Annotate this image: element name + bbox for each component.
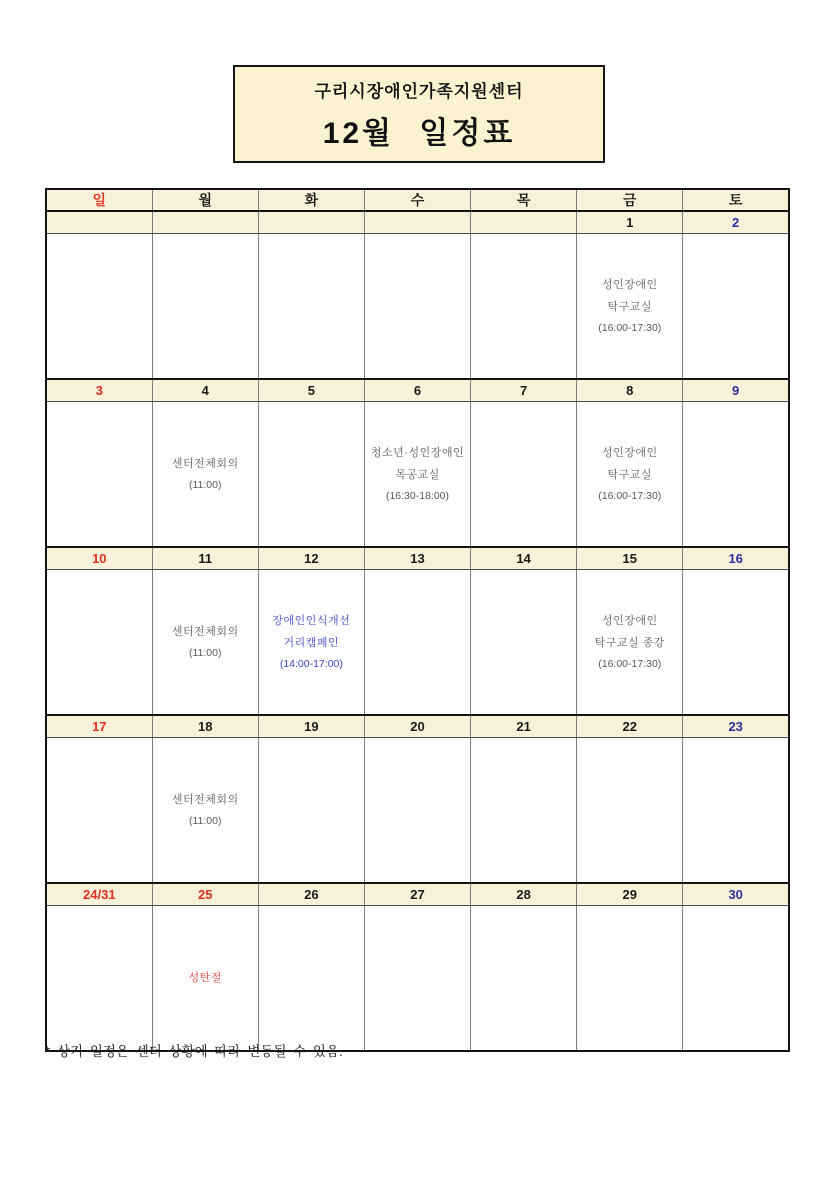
date-cell-empty — [152, 211, 258, 234]
day-cell — [152, 738, 258, 884]
date-cell-20: 20 — [364, 715, 470, 738]
event-text — [577, 442, 682, 507]
event-text — [365, 442, 470, 507]
event-time: (16:00-17:30) — [598, 489, 662, 502]
event-row-week-1 — [46, 234, 789, 380]
weekday-header: 금 — [577, 189, 683, 211]
event-row-week-4 — [46, 738, 789, 884]
event-title-line: 탁구교실 — [607, 468, 653, 481]
date-cell-30: 30 — [683, 883, 789, 906]
day-cell — [471, 234, 577, 380]
date-cell-26: 26 — [258, 883, 364, 906]
event-time: (14:00-17:00) — [279, 657, 343, 670]
event-row-week-3 — [46, 570, 789, 716]
day-cell — [577, 570, 683, 716]
event-title-line: 성탄절 — [188, 972, 222, 984]
event-title-line: 거리캠페인 — [283, 636, 340, 649]
event-title-line: 성인장애인 — [601, 614, 658, 627]
day-cell — [258, 570, 364, 716]
page-title: 12월 일정표 — [322, 116, 516, 150]
date-cell-17: 17 — [46, 715, 152, 738]
day-cell — [577, 738, 683, 884]
date-cell-9: 9 — [683, 379, 789, 402]
event-text — [153, 621, 258, 664]
event-text — [153, 453, 258, 496]
date-cell-11: 11 — [152, 547, 258, 570]
day-cell — [258, 738, 364, 884]
weekday-header: 토 — [683, 189, 789, 211]
weekday-header: 월 — [152, 189, 258, 211]
footnote: * 상기 일정은 센터 상황에 따라 변동될 수 있음. — [45, 1044, 343, 1059]
date-cell-28: 28 — [471, 883, 577, 906]
date-cell-16: 16 — [683, 547, 789, 570]
date-cell-19: 19 — [258, 715, 364, 738]
date-cell-4: 4 — [152, 379, 258, 402]
event-text — [577, 274, 682, 339]
event-title-line: 센터전체회의 — [171, 793, 239, 806]
day-cell — [683, 570, 789, 716]
date-cell-15: 15 — [577, 547, 683, 570]
day-cell — [258, 906, 364, 1052]
date-cell-18: 18 — [152, 715, 258, 738]
event-time: (16:30-18:00) — [385, 489, 450, 502]
date-cell-25: 25 — [152, 883, 258, 906]
date-cell-3: 3 — [46, 379, 152, 402]
event-time: (11:00) — [188, 814, 222, 827]
event-title-line: 장애인인식개선 — [272, 614, 351, 627]
weekday-header: 목 — [471, 189, 577, 211]
date-cell-27: 27 — [364, 883, 470, 906]
event-title-line: 탁구교실 — [607, 300, 653, 313]
event-title-line: 청소년·성인장애인 — [370, 446, 465, 459]
day-cell — [152, 234, 258, 380]
day-cell — [364, 402, 470, 548]
date-cell-13: 13 — [364, 547, 470, 570]
calendar-table — [45, 188, 790, 1052]
date-cell-8: 8 — [577, 379, 683, 402]
event-text — [153, 967, 258, 989]
date-cell-empty — [471, 211, 577, 234]
day-cell — [471, 738, 577, 884]
event-text — [577, 610, 682, 675]
date-row-week-3 — [46, 547, 789, 570]
day-cell — [683, 738, 789, 884]
date-cell-22: 22 — [577, 715, 683, 738]
date-cell-empty — [258, 211, 364, 234]
day-cell — [683, 234, 789, 380]
event-title-line: 성인장애인 — [601, 278, 658, 291]
weekday-header: 일 — [46, 189, 152, 211]
day-cell — [577, 906, 683, 1052]
date-cell-12: 12 — [258, 547, 364, 570]
day-cell — [364, 738, 470, 884]
event-text — [259, 610, 364, 675]
date-row-week-5 — [46, 883, 789, 906]
day-cell — [46, 570, 152, 716]
weekday-header: 수 — [364, 189, 470, 211]
day-cell — [471, 402, 577, 548]
day-cell — [577, 234, 683, 380]
event-time: (16:00-17:30) — [598, 657, 662, 670]
day-cell — [364, 570, 470, 716]
date-row-week-1 — [46, 211, 789, 234]
day-cell — [577, 402, 683, 548]
date-cell-24-31: 24/31 — [46, 883, 152, 906]
day-cell — [152, 906, 258, 1052]
event-time: (16:00-17:30) — [598, 321, 662, 334]
day-cell — [258, 402, 364, 548]
day-cell — [683, 402, 789, 548]
event-title-line: 목공교실 — [395, 468, 440, 481]
date-cell-21: 21 — [471, 715, 577, 738]
event-time: (11:00) — [188, 646, 222, 659]
weekday-row — [46, 189, 789, 211]
day-cell — [258, 234, 364, 380]
event-time: (11:00) — [188, 478, 222, 491]
day-cell — [471, 570, 577, 716]
date-cell-29: 29 — [577, 883, 683, 906]
calendar-body — [46, 211, 789, 1051]
event-title-line: 탁구교실 종강 — [594, 636, 665, 649]
date-row-week-4 — [46, 715, 789, 738]
day-cell — [46, 234, 152, 380]
date-cell-5: 5 — [258, 379, 364, 402]
day-cell — [364, 234, 470, 380]
date-cell-14: 14 — [471, 547, 577, 570]
weekday-header: 화 — [258, 189, 364, 211]
day-cell — [152, 570, 258, 716]
event-row-week-2 — [46, 402, 789, 548]
day-cell — [364, 906, 470, 1052]
day-cell — [683, 906, 789, 1052]
day-cell — [46, 402, 152, 548]
date-cell-1: 1 — [577, 211, 683, 234]
event-title-line: 센터전체회의 — [171, 625, 239, 638]
event-title-line: 센터전체회의 — [171, 457, 239, 470]
date-cell-23: 23 — [683, 715, 789, 738]
date-cell-6: 6 — [364, 379, 470, 402]
event-title-line: 성인장애인 — [601, 446, 658, 459]
date-row-week-2 — [46, 379, 789, 402]
date-cell-10: 10 — [46, 547, 152, 570]
org-name: 구리시장애인가족지원센터 — [314, 81, 524, 101]
day-cell — [46, 738, 152, 884]
date-cell-2: 2 — [683, 211, 789, 234]
event-text — [153, 789, 258, 832]
day-cell — [152, 402, 258, 548]
date-cell-empty — [46, 211, 152, 234]
title-box — [233, 65, 605, 163]
day-cell — [46, 906, 152, 1052]
date-cell-7: 7 — [471, 379, 577, 402]
day-cell — [471, 906, 577, 1052]
event-row-week-5 — [46, 906, 789, 1052]
date-cell-empty — [364, 211, 470, 234]
